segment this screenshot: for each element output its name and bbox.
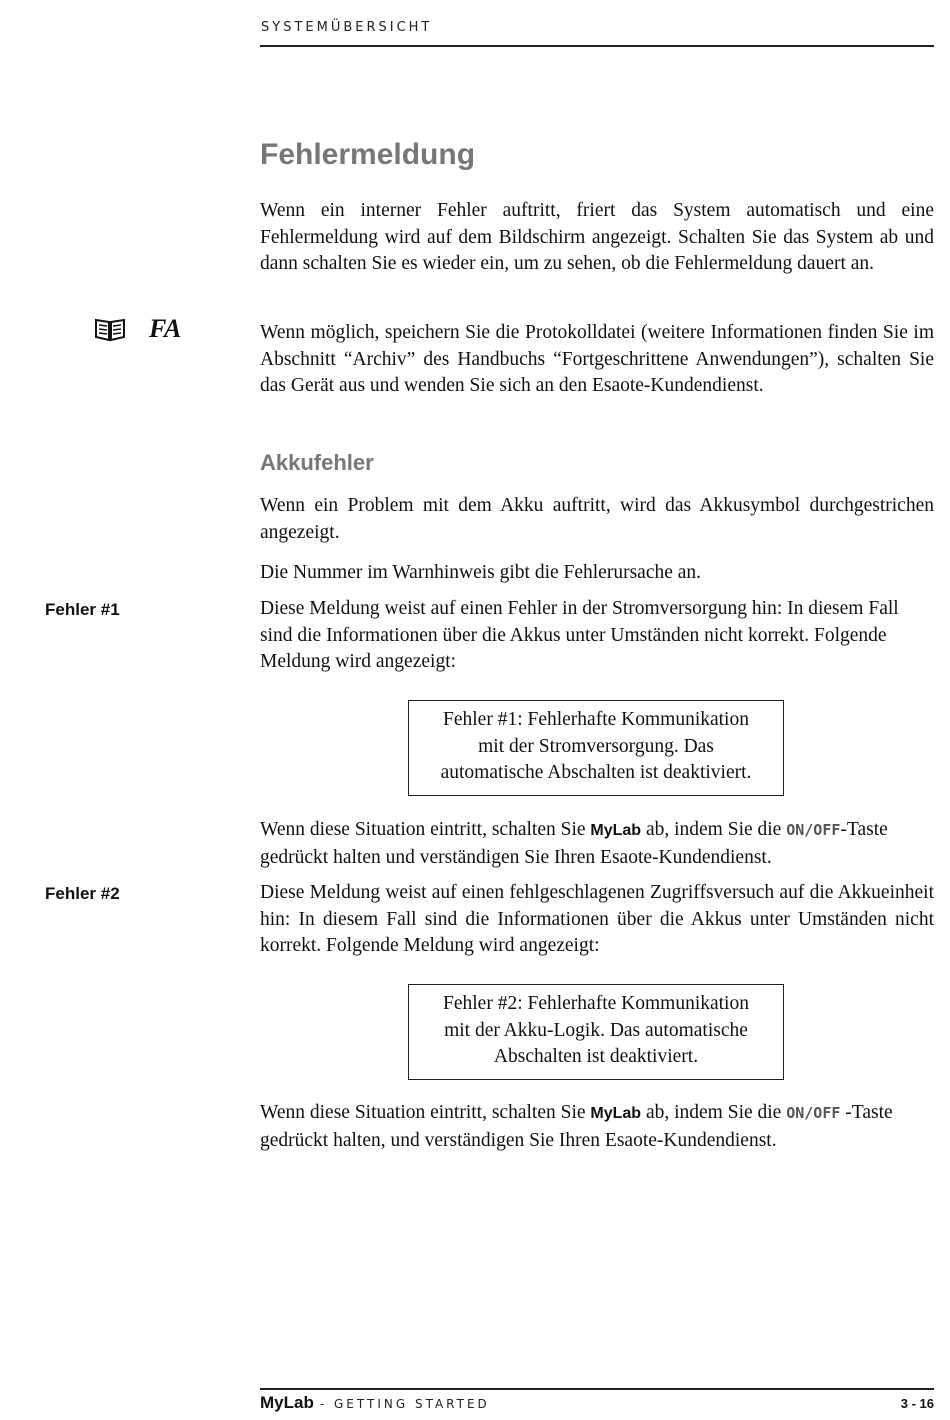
error1-description: Diese Meldung weist auf einen Fehler in der Stromversorgung hin: In diesem Fall sind die Informationen über die Akkus unter Umständen nicht korrekt. Folgende Meldung wird angezeigt: (260, 598, 899, 672)
key-name: ON/OFF (786, 1104, 841, 1122)
error1-action: Wenn diese Situation eintritt, schalten Sie MyLab ab, indem Sie die ON/OFF-Taste gedrückt halten und verständigen Sie Ihren Esaote-Kundendienst. (260, 819, 888, 868)
header-rule (260, 45, 934, 47)
fa-note (93, 314, 181, 344)
brand-name: MyLab (590, 1105, 642, 1122)
error1-label: Fehler #1 (45, 600, 120, 619)
key-name: ON/OFF (786, 821, 841, 839)
brand-name: MyLab (590, 822, 642, 839)
book-icon (93, 316, 127, 342)
error2-action: Wenn diese Situation eintritt, schalten Sie MyLab ab, indem Sie die ON/OFF -Taste gedrückt halten, und verständigen Sie Ihren Esaote-Kundendienst. (260, 1102, 893, 1151)
number-paragraph: Die Nummer im Warnhinweis gibt die Fehlerursache an. (260, 562, 702, 583)
footer-brand: MyLab (260, 1393, 314, 1412)
message-line: automatische Abschalten ist deaktiviert. (440, 762, 752, 783)
message-line: mit der Akku-Logik. Das automatische (444, 1019, 748, 1041)
footer-subtitle: - GETTING STARTED (319, 1397, 490, 1411)
battery-paragraph: Wenn ein Problem mit dem Akku auftritt, wird das Akkusymbol durchgestrichen angezeigt. (260, 495, 934, 543)
page-number: 3 - 16 (900, 1396, 934, 1411)
error2-message-box (408, 984, 784, 1080)
fa-label: FA (149, 314, 182, 343)
section-subtitle: Akkufehler (260, 450, 374, 475)
message-line: Abschalten ist deaktiviert. (493, 1046, 699, 1067)
error1-message-box (408, 700, 784, 796)
message-line: Fehler #2: Fehlerhafte Kommunikation (443, 993, 749, 1014)
running-header: SYSTEMÜBERSICHT (261, 20, 433, 35)
protocol-paragraph: Wenn möglich, speichern Sie die Protokolldatei (weitere Informationen finden Sie im Abschnitt “Archiv” des Handbuchs “Fortgeschrittene Anwendungen”), schalten Sie das Gerät aus und wenden Sie sich an den Esaote-Kundendienst. (260, 322, 934, 396)
footer-rule (260, 1388, 934, 1390)
error2-description: Diese Meldung weist auf einen fehlgeschlagenen Zugriffsversuch auf die Akkueinheit hin: In diesem Fall sind die Informationen über die Akkus unter Umständen nicht korrekt. Folgende Meldung wird angezeigt: (260, 882, 934, 956)
message-line: mit der Stromversorgung. Das (478, 735, 714, 757)
message-line: Fehler #1: Fehlerhafte Kommunikation (443, 709, 749, 730)
page-title: Fehlermeldung (260, 138, 476, 171)
intro-paragraph: Wenn ein interner Fehler auftritt, friert das System automatisch und eine Fehlermeldung wird auf dem Bildschirm angezeigt. Schalten Sie das System ab und dann schalten Sie es wieder ein, um zu sehen, ob die Fehlermeldung dauert an. (260, 200, 934, 274)
error2-label: Fehler #2 (45, 884, 120, 903)
footer-title (260, 1393, 490, 1413)
